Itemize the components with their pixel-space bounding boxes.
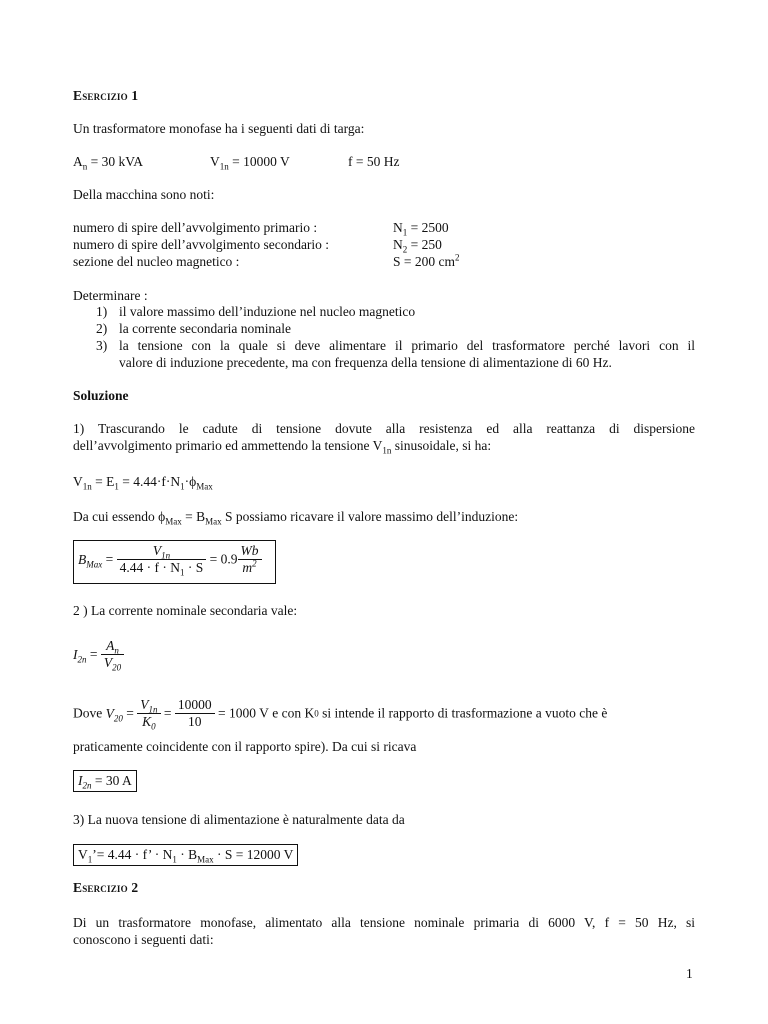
param-core-value: S = 200 $cm^2$ xyxy=(393,252,460,269)
solution-1-line-2: dell’avvolgimento primario ed ammettendo la tensione $V_{1n}$ sinusoidale, si ha: xyxy=(73,438,492,456)
param-core-label: sezione del nucleo magnetico : xyxy=(73,254,240,269)
solution-2-text: 2 ) La corrente nominale secondaria vale: xyxy=(73,603,298,618)
induction-fraction: $\frac{V_{1n}}{4.44 \cdot f \cdot N_1 \cdot S}$ xyxy=(117,543,207,576)
boxed-voltage-result: $V_1’= 4.44 \cdot f$’ · $N_1 \cdot B_{Max} \cdot S = 12000$ V xyxy=(73,844,298,866)
exercise-2-line-2: conoscono i seguenti dati: xyxy=(73,932,214,947)
question-1: il valore massimo dell’induzione nel nucleo magnetico xyxy=(119,304,416,319)
param-secondary-value: $N_2 = 250$ xyxy=(393,237,442,255)
rating-frequency: f = 50 Hz xyxy=(348,154,400,169)
flux-relation-text: Da cui essendo $\phi_{Max} = B_{Max}$ S possiamo ricavare il valore massimo dell’induzione: xyxy=(73,509,519,527)
solution-title: Soluzione xyxy=(73,388,129,403)
question-3-number: 3) xyxy=(96,338,108,353)
boxed-induction-formula: $B_{Max}$ = $\frac{V_{1n}}{4.44 \cdot f \cdot N_1 \cdot S}$ = 0.9 $\frac{Wb}{m^2}$ xyxy=(73,540,276,584)
exercise-2-line-1: Di un trasformatore monofase, alimentato alla tensione nominale primaria di 6000 V, f = 50 Hz, si xyxy=(73,915,695,930)
rating-power: $A_n = 30$ kVA xyxy=(73,154,143,172)
question-2: la corrente secondaria nominale xyxy=(119,321,292,336)
question-2-number: 2) xyxy=(96,321,108,336)
question-3-line-1: la tensione con la quale si deve alimentare il primario del trasformatore perché lavori con il xyxy=(119,338,695,353)
dove-line-1: Dove $V_{20}$ = $\frac{V_{1n}}{K_0}$ = $\frac{10000}{10}$ = 1000 V e con K0 si intende il rapporto di trasformazione a vuoto che è xyxy=(73,697,608,732)
solution-3-text: 3) La nuova tensione di alimentazione è naturalmente data da xyxy=(73,812,405,827)
unit-fraction: $\frac{Wb}{m^2}$ xyxy=(238,543,262,576)
exercise-1-title: Esercizio 1 xyxy=(73,88,139,103)
known-data-label: Della macchina sono noti: xyxy=(73,187,215,202)
exercise-1-intro: Un trasformatore monofase ha i seguenti dati di targa: xyxy=(73,121,365,136)
question-3-line-2: valore di induzione precedente, ma con frequenza della tensione di alimentazione di 60 Hz. xyxy=(119,355,612,370)
rating-voltage: $V_{1n} = 10000$ V xyxy=(210,154,290,172)
solution-1-line-1: 1) Trascurando le cadute di tensione dovute alla resistenza ed alla reattanza di dispersione xyxy=(73,421,695,436)
boxed-current-result: $I_{2n} = 30$ A xyxy=(73,770,137,792)
param-primary-value: $N_1 = 2500$ xyxy=(393,220,449,238)
param-secondary-label: numero di spire dell’avvolgimento secondario : xyxy=(73,237,330,252)
equation-current: $I_{2n}$ = $\frac{A_n}{V_{20}}$ xyxy=(73,638,124,671)
dove-line-2: praticamente coincidente con il rapporto spire). Da cui si ricava xyxy=(73,739,417,754)
determine-label: Determinare : xyxy=(73,288,148,303)
equation-emf: $V_{1n} = E_1 = 4.44\cdot f\cdot N_1\cdot\phi_{Max}$ xyxy=(73,474,213,492)
exercise-2-title: Esercizio 2 xyxy=(73,880,139,895)
page-number: 1 xyxy=(686,966,693,981)
param-primary-label: numero di spire dell’avvolgimento primario : xyxy=(73,220,318,235)
question-1-number: 1) xyxy=(96,304,108,319)
